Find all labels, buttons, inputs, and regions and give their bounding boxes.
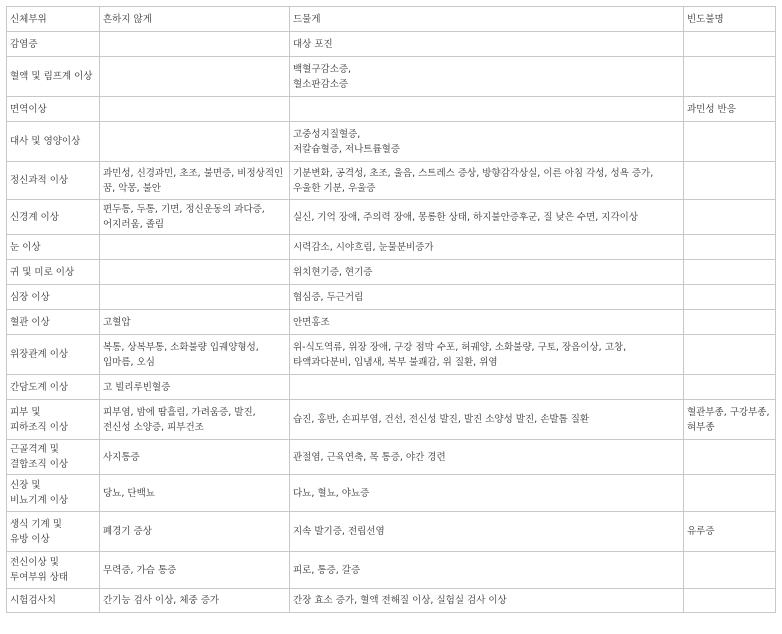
cell-body-part: 시험검사치 [7,589,100,613]
cell-uncommon: 복통, 상복부통, 소화불량 입궤양형성, 입마름, 오심 [100,335,290,375]
cell-body-part: 눈 이상 [7,235,100,260]
cell-body-part: 생식 기계 및 유방 이상 [7,512,100,552]
cell-uncommon: 무력증, 가슴 통증 [100,552,290,589]
table-row [7,32,776,57]
table-row [7,162,776,200]
cell-body-part: 위장관계 이상 [7,335,100,375]
cell-frequency-unknown [684,375,776,400]
cell-uncommon: 고 빌리루빈혈증 [100,375,290,400]
cell-uncommon: 당뇨, 단백뇨 [100,475,290,512]
cell-body-part: 피부 및 피하조직 이상 [7,400,100,440]
cell-uncommon [100,97,290,122]
table-row [7,335,776,375]
cell-rare: 기분변화, 공격성, 초조, 울음, 스트레스 증상, 방향감각상실, 이른 아침 각성, 성욕 증가, 우울한 기분, 우울증 [290,162,684,200]
table-row [7,310,776,335]
table-row [7,552,776,589]
header-cell-frequency-unknown: 빈도불명 [684,7,776,32]
cell-rare: 다뇨, 혈뇨, 야뇨증 [290,475,684,512]
cell-uncommon [100,285,290,310]
cell-frequency-unknown [684,260,776,285]
table-row [7,97,776,122]
cell-rare: 실신, 기억 장애, 주의력 장애, 몽롱한 상태, 하지불안증후군, 질 낮은 수면, 지각이상 [290,200,684,235]
cell-rare: 관절염, 근육연축, 목 통증, 야간 경련 [290,440,684,475]
table-row [7,235,776,260]
cell-rare [290,97,684,122]
cell-frequency-unknown [684,475,776,512]
cell-frequency-unknown [684,335,776,375]
table-row [7,512,776,552]
header-cell-rare: 드물게 [290,7,684,32]
cell-frequency-unknown [684,552,776,589]
cell-uncommon: 피부염, 밤에 땀흘림, 가려움증, 발진, 전신성 소양증, 피부건조 [100,400,290,440]
cell-frequency-unknown [684,32,776,57]
header-cell-body-part: 신체부위 [7,7,100,32]
cell-rare: 시력감소, 시야흐림, 눈물분비증가 [290,235,684,260]
cell-body-part: 면역이상 [7,97,100,122]
cell-frequency-unknown [684,200,776,235]
cell-frequency-unknown [684,310,776,335]
cell-uncommon [100,32,290,57]
cell-body-part: 정신과적 이상 [7,162,100,200]
cell-frequency-unknown: 혈관부종, 구강부종, 혀부종 [684,400,776,440]
cell-rare: 고중성지질혈증, 저칼슘혈증, 저나트륨혈증 [290,122,684,162]
cell-rare [290,375,684,400]
table-row [7,400,776,440]
cell-uncommon: 간기능 검사 이상, 체중 증가 [100,589,290,613]
cell-body-part: 감염증 [7,32,100,57]
cell-frequency-unknown: 유루증 [684,512,776,552]
cell-body-part: 귀 및 미로 이상 [7,260,100,285]
cell-rare: 피로, 통증, 갈증 [290,552,684,589]
cell-rare: 협심증, 두근거림 [290,285,684,310]
cell-body-part: 심장 이상 [7,285,100,310]
cell-rare: 대상 포진 [290,32,684,57]
table-row [7,589,776,613]
table-header-row [7,7,776,32]
cell-rare: 습진, 홍반, 손피부염, 건선, 전신성 발진, 발진 소양성 발진, 손발톱 질환 [290,400,684,440]
cell-uncommon [100,57,290,97]
cell-rare: 지속 발기증, 전립선염 [290,512,684,552]
cell-uncommon: 폐경기 증상 [100,512,290,552]
cell-body-part: 대사 및 영양이상 [7,122,100,162]
table-row [7,200,776,235]
cell-body-part: 혈관 이상 [7,310,100,335]
table-row [7,122,776,162]
cell-body-part: 근골격계 및 결합조직 이상 [7,440,100,475]
table-row [7,260,776,285]
cell-rare: 백혈구감소증, 혈소판감소증 [290,57,684,97]
cell-rare: 위치현기증, 현기증 [290,260,684,285]
cell-uncommon: 편두통, 두통, 기면, 정신운동의 과다증, 어지러움, 졸림 [100,200,290,235]
cell-rare: 안면홍조 [290,310,684,335]
cell-uncommon: 과민성, 신경과민, 초조, 불면증, 비정상적인 꿈, 악몽, 불안 [100,162,290,200]
table-row [7,440,776,475]
cell-rare: 간장 효소 증가, 혈액 전해질 이상, 실험실 검사 이상 [290,589,684,613]
table-row [7,57,776,97]
cell-frequency-unknown [684,589,776,613]
cell-uncommon [100,122,290,162]
adverse-reactions-table [6,6,776,613]
header-cell-uncommon: 흔하지 않게 [100,7,290,32]
cell-frequency-unknown [684,440,776,475]
table-row [7,475,776,512]
cell-body-part: 신경계 이상 [7,200,100,235]
cell-body-part: 혈액 및 림프계 이상 [7,57,100,97]
table-row [7,285,776,310]
cell-frequency-unknown [684,235,776,260]
cell-frequency-unknown [684,122,776,162]
cell-uncommon [100,260,290,285]
cell-uncommon [100,235,290,260]
cell-body-part: 신장 및 비뇨기계 이상 [7,475,100,512]
cell-frequency-unknown [684,285,776,310]
cell-body-part: 간담도계 이상 [7,375,100,400]
cell-uncommon: 고혈압 [100,310,290,335]
cell-body-part: 전신이상 및 투여부위 상태 [7,552,100,589]
cell-frequency-unknown [684,162,776,200]
table-row [7,375,776,400]
cell-frequency-unknown [684,57,776,97]
cell-uncommon: 사지통증 [100,440,290,475]
cell-rare: 위-식도역류, 위장 장애, 구강 점막 수포, 허궤양, 소화불량, 구토, 장음이상, 고창, 타액과다분비, 입냄새, 복부 불쾌감, 위 질환, 위염 [290,335,684,375]
cell-frequency-unknown: 과민성 반응 [684,97,776,122]
